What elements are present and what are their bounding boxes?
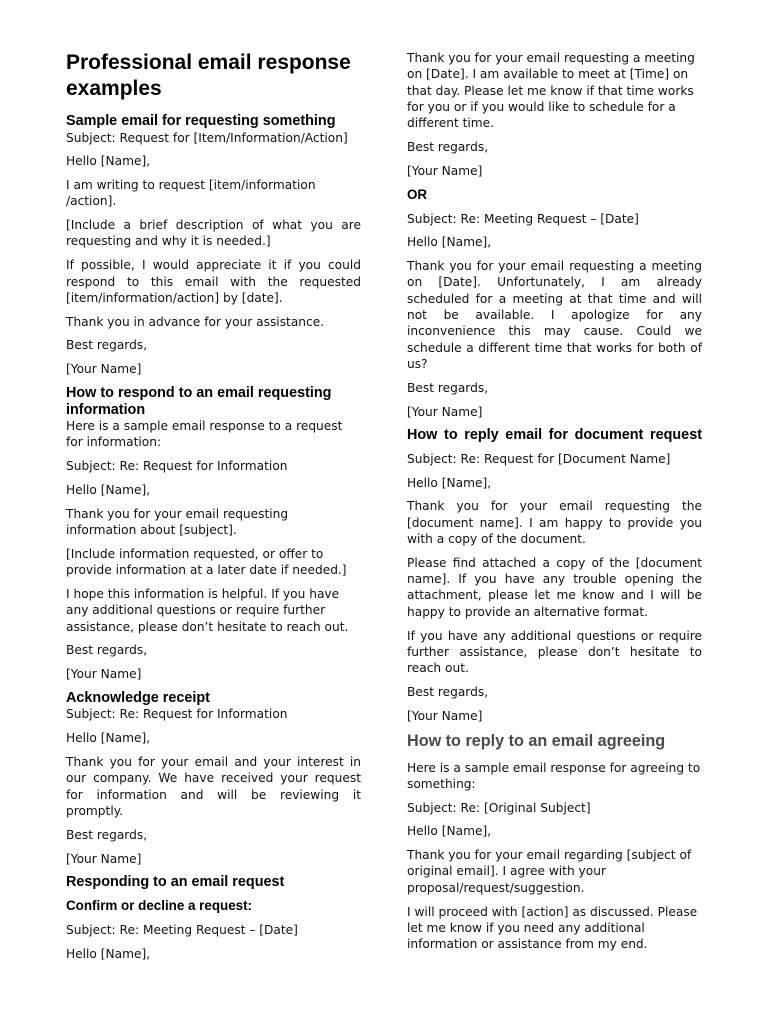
email-subject: Subject: Re: [Original Subject] (407, 800, 591, 815)
section-heading: Sample email for requesting something (66, 113, 336, 129)
email-greeting: Hello [Name], (66, 482, 151, 497)
section-heading: How to respond to an email requesting information (66, 385, 332, 418)
section-heading: Responding to an email request (66, 874, 285, 891)
email-greeting: Hello [Name], (66, 731, 151, 746)
section-subheading: Confirm or decline a request: (66, 897, 253, 913)
section-intro: Here is a sample email response to a request for information: (66, 419, 343, 450)
email-paragraph: Thank you for your email requesting a meeting on [Date]. I am available to meet at [Time] on that day. Please let me know if that time works for you or if you would like to schedule for a different time. (407, 51, 695, 131)
email-subject: Subject: Re: Request for Information (66, 707, 288, 722)
section-respond-requesting-information (66, 385, 361, 682)
email-greeting: Hello [Name], (66, 946, 151, 961)
section-document-request (407, 427, 702, 724)
or-divider: OR (407, 186, 428, 202)
email-subject: Subject: Re: Request for [Document Name] (407, 451, 671, 466)
email-subject: Subject: Re: Meeting Request – [Date] (407, 211, 639, 226)
section-requesting-something (66, 113, 361, 378)
email-paragraph: Thank you for your email and your interest in our company. We have received your request for information and will be reviewing it promptly. (66, 755, 361, 818)
email-subject: Subject: Request for [Item/Information/Action] (66, 130, 348, 145)
section-intro: Here is a sample email response for agreeing to something: (407, 760, 701, 791)
page-title: Professional email response examples (66, 51, 351, 100)
section-heading: How to reply to an email agreeing (407, 731, 666, 750)
email-paragraph: I am writing to request [item/information /action]. (66, 178, 316, 209)
email-closing: Best regards, (66, 643, 148, 658)
email-subject: Subject: Re: Request for Information (66, 459, 288, 474)
section-responding-email-request (66, 874, 361, 962)
email-closing: Best regards, (66, 827, 148, 842)
email-greeting: Hello [Name], (66, 154, 151, 169)
email-signature: [Your Name] (407, 163, 483, 178)
email-greeting: Hello [Name], (407, 475, 492, 490)
email-greeting: Hello [Name], (407, 824, 492, 839)
email-signature: [Your Name] (66, 851, 142, 866)
email-signature: [Your Name] (66, 667, 142, 682)
email-paragraph: [Include a brief description of what you are requesting and why it is needed.] (66, 218, 361, 249)
email-paragraph: Thank you for your email requesting a meeting on [Date]. Unfortunately, I am already scheduled for a meeting at that time and will not be available. I apologize for any inconvenience this may cause. Could we schedule a different time that works for both of us? (407, 259, 702, 371)
email-paragraph: I hope this information is helpful. If you have any additional questions or require further assistance, please don’t hesitate to reach out. (66, 586, 349, 634)
email-paragraph: I will proceed with [action] as discussed. Please let me know if you need any additional information or assistance from my end. (407, 904, 698, 952)
email-signature: [Your Name] (407, 404, 483, 419)
email-closing: Best regards, (407, 380, 489, 395)
section-heading: Acknowledge receipt (66, 689, 210, 706)
section-email-agreeing (407, 732, 702, 953)
email-paragraph: Thank you for your email requesting the [document name]. I am happy to provide you with a copy of the document. (407, 499, 702, 547)
email-paragraph: If possible, I would appreciate it if you could respond to this email with the requested [item/information/action] by [date]. (66, 258, 361, 305)
section-responding-email-request-continued (407, 50, 702, 420)
right-column (407, 50, 702, 960)
section-acknowledge-receipt (66, 690, 361, 867)
email-closing: Best regards, (66, 338, 148, 353)
email-signature: [Your Name] (66, 362, 142, 377)
left-column (66, 50, 361, 969)
section-heading: How to reply email for document request (407, 427, 702, 444)
email-closing: Best regards, (407, 139, 489, 154)
email-paragraph: Thank you for your email requesting information about [subject]. (66, 506, 289, 538)
email-paragraph: Please find attached a copy of the [document name]. If you have any trouble opening the attachment, please let me know and I will be happy to provide an alternative format. (407, 555, 702, 619)
email-paragraph: If you have any additional questions or require further assistance, please don’t hesitate to reach out. (407, 628, 702, 676)
email-subject: Subject: Re: Meeting Request – [Date] (66, 922, 298, 937)
email-paragraph: [Include information requested, or offer to provide information at a later date if needed.] (66, 546, 347, 578)
email-signature: [Your Name] (407, 708, 483, 723)
email-greeting: Hello [Name], (407, 235, 492, 250)
email-paragraph: Thank you in advance for your assistance. (66, 314, 325, 329)
email-closing: Best regards, (407, 684, 489, 699)
email-paragraph: Thank you for your email regarding [subject of original email]. I agree with your proposal/request/suggestion. (407, 848, 692, 895)
